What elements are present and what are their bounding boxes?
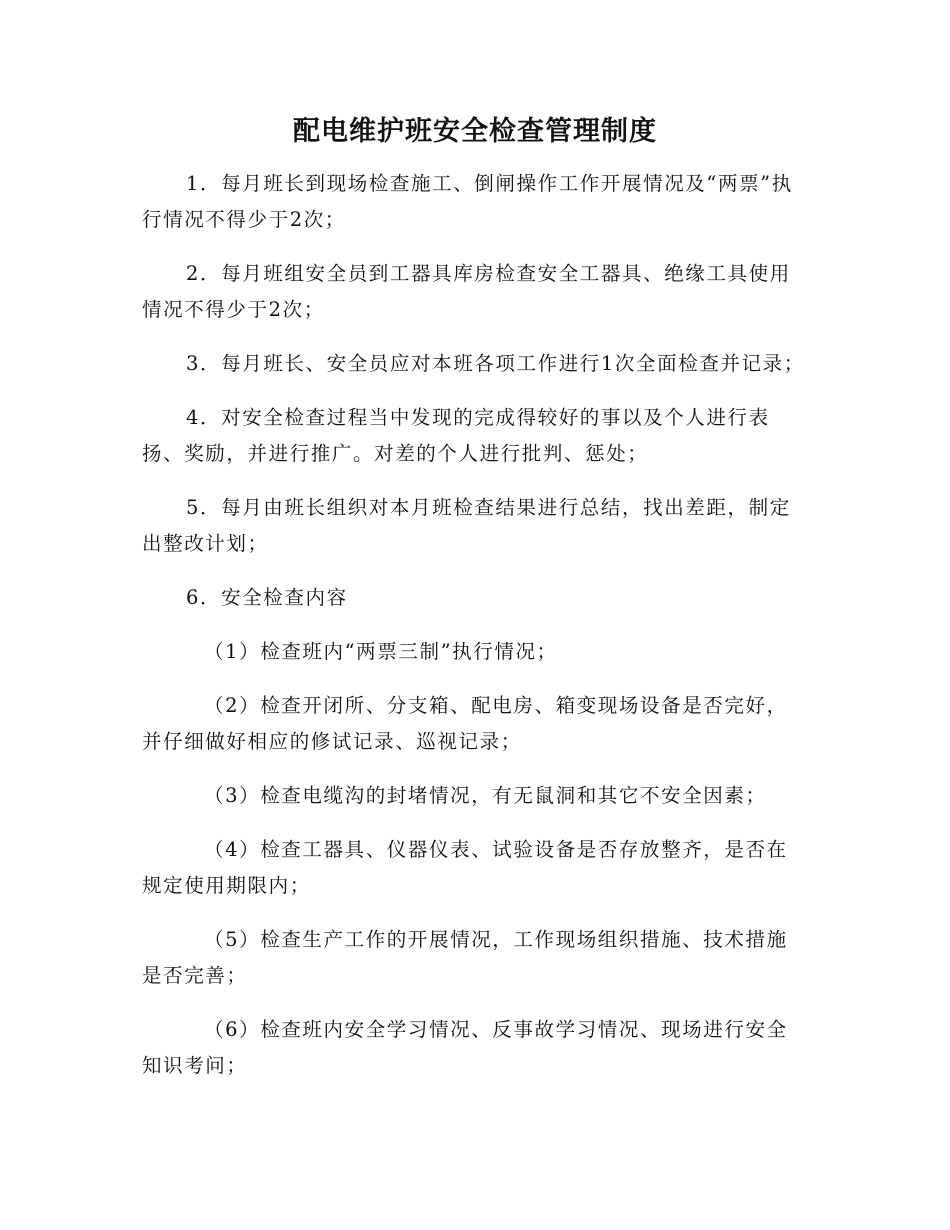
paragraph-item-5: 5．每月由班长组织对本月班检查结果进行总结，找出差距，制定出整改计划；: [142, 496, 791, 555]
paragraph-item-3: 3．每月班长、安全员应对本班各项工作进行1次全面检查并记录；: [186, 352, 805, 375]
subitem-6: （6）检查班内安全学习情况、反事故学习情况、现场进行安全知识考问；: [142, 1018, 788, 1077]
subitem-2: （2）检查开闭所、分支箱、配电房、箱变现场设备是否完好，并仔细做好相应的修试记录、巡视记录；: [142, 694, 788, 753]
document-title: 配电维护班安全检查管理制度: [293, 116, 657, 147]
subitem-5: （5）检查生产工作的开展情况，工作现场组织措施、技术措施是否完善；: [142, 928, 788, 987]
subitem-1: （1）检查班内“两票三制”执行情况；: [204, 640, 558, 663]
paragraph-item-1: 1．每月班长到现场检查施工、倒闸操作工作开展情况及“两票”执行情况不得少于2次；: [142, 172, 793, 231]
subitem-3: （3）检查电缆沟的封堵情况，有无鼠洞和其它不安全因素；: [204, 784, 767, 807]
document-body: [142, 166, 808, 1084]
subitem-4: （4）检查工器具、仪器仪表、试验设备是否存放整齐，是否在规定使用期限内；: [142, 838, 788, 897]
paragraph-item-2: 2．每月班组安全员到工器具库房检查安全工器具、绝缘工具使用情况不得少于2次；: [142, 262, 791, 321]
paragraph-item-4: 4．对安全检查过程当中发现的完成得较好的事以及个人进行表扬、奖励，并进行推广。对差的个人进行批判、惩处；: [142, 406, 770, 465]
paragraph-item-6: 6．安全检查内容: [186, 586, 348, 609]
